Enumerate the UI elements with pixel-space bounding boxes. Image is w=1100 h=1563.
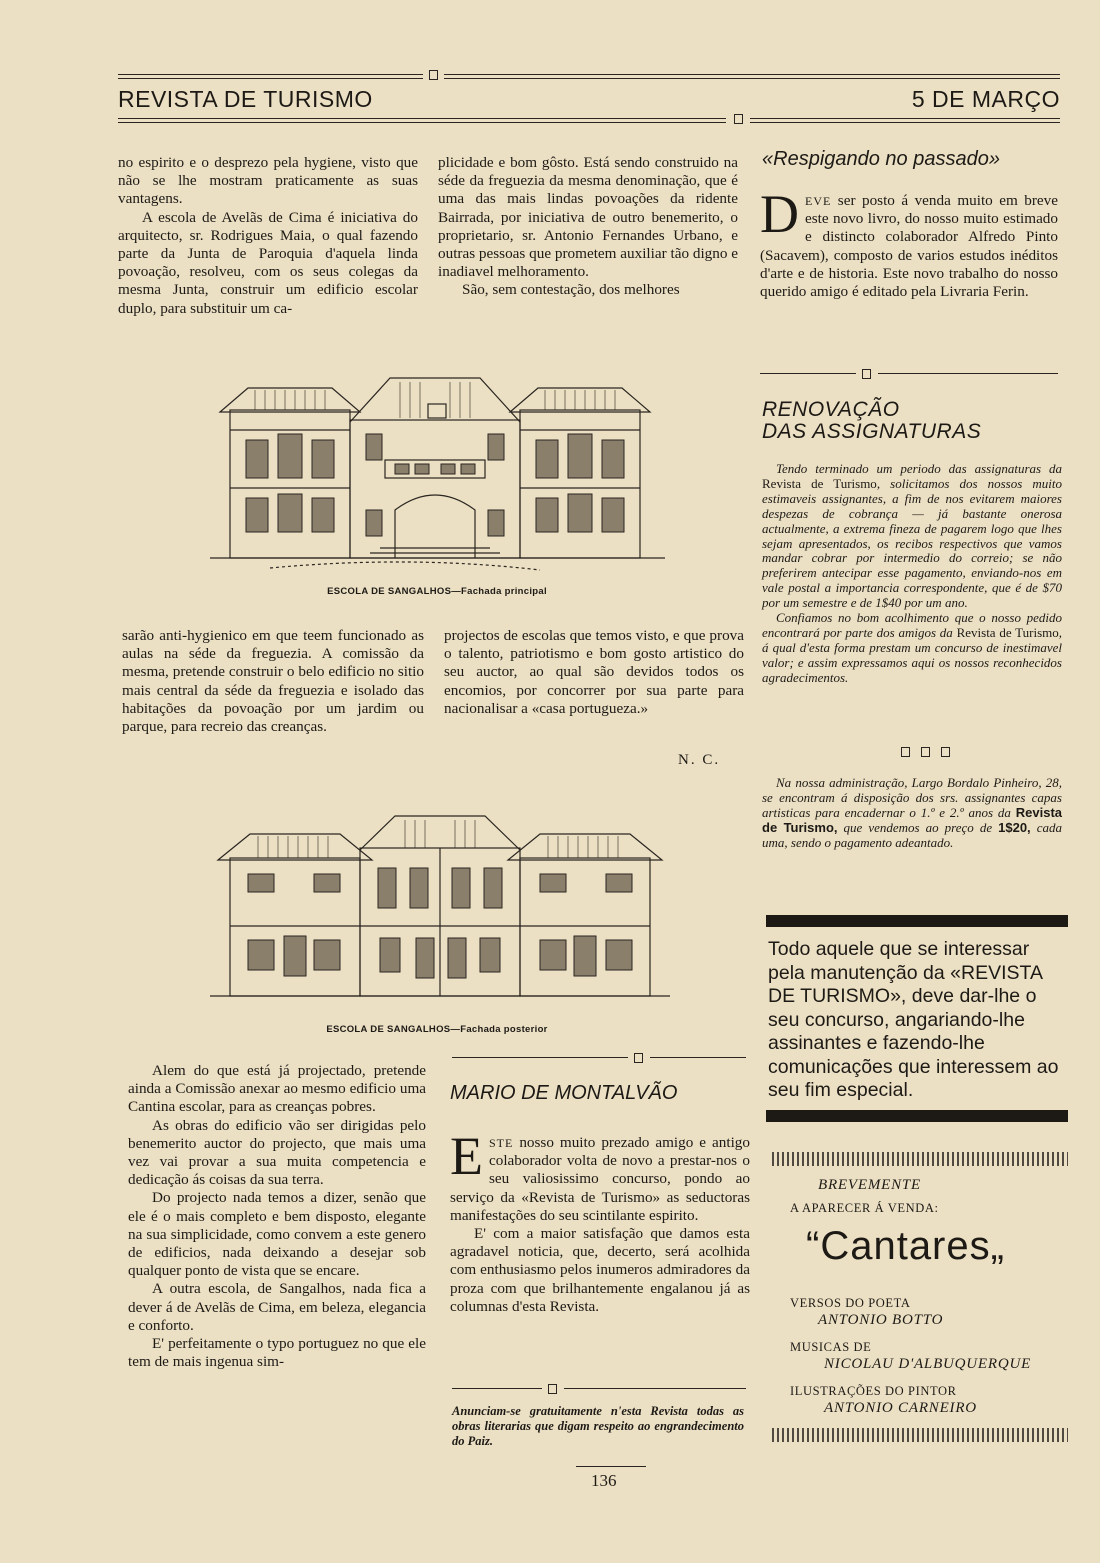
section-rule	[452, 1057, 628, 1058]
ornament-square-icon	[862, 369, 871, 379]
ornament-square-icon	[548, 1384, 557, 1394]
text: Na nossa administração, Largo Bordalo Pinheiro, 28, se encontram á disposição dos srs. assignantes capas artisticas para encadernar o 1.º e 2.º anos da	[762, 775, 1062, 820]
montalvao-title: MARIO DE MONTALVÃO	[450, 1082, 678, 1104]
article-col1-top	[118, 154, 418, 318]
author-initials: N. C.	[678, 752, 721, 768]
text: , á qual d'esta forma prestam um concurso de inestimavel valor; e assim expressamos aqui os nossos reconhecidos agradecimentos.	[762, 624, 1063, 685]
ornament-square-icon	[634, 1053, 643, 1063]
figure-caption-principal: ESCOLA DE SANGALHOS—Fachada principal	[327, 586, 547, 597]
montalvao-article	[450, 1126, 750, 1316]
renovacao-article	[762, 462, 1062, 686]
text: cada uma, sendo o pagamento adeantado.	[762, 819, 1062, 850]
footer-rule	[576, 1466, 646, 1467]
header-rule-right	[444, 74, 1060, 79]
ornament-square-icon	[429, 70, 438, 80]
lead-word: EVE	[805, 194, 832, 208]
brevemente: BREVEMENTE	[818, 1177, 921, 1193]
black-bar	[766, 915, 1068, 927]
ornamental-border-top	[772, 1152, 1068, 1166]
paragraph: As obras do edificio vão ser dirigidas pelo benemerito auctor do projecto, que mais uma vez vai provar a sua muita competencia e dedicação ás coisas da sua terra.	[128, 1116, 426, 1189]
musicas-name: NICOLAU D'ALBUQUERQUE	[824, 1356, 1032, 1372]
paragraph: ser posto á venda muito em breve este novo livro, do nosso muito estimado e distincto colaborador Alfredo Pinto (Sacavem), composto de varios estudos inéditos d'arte e de historia. Este novo trabalho do nosso querido amigo é editado pela Livraria Ferin.	[760, 192, 1058, 301]
article-col2-top	[438, 154, 738, 300]
paragraph: no espirito e o desprezo pela hygiene, visto que não se lhe mostram praticamente as suas vantagens.	[118, 154, 418, 208]
section-rule	[878, 373, 1058, 374]
text: Confiamos no bom acolhimento que o nosso pedido encontrará por parte dos amigos da	[762, 610, 1062, 640]
brand-name: Revista de Turismo	[956, 624, 1059, 640]
text: , solicitamos dos nossos muito estimaveis assignantes, a fim de nos evitarem maiores despezas de cobrança — já bastante onerosa actualmente, a extrema fineza de pagarem logo que lhes sejam apresentados, os recibos respectivos que vamos mandar cobrar por intermedio do correio; se não preferirem antecipar esse pagamento, enviando-nos em vale postal a importancia correspondente, que é de $70 por um semestre e de 1$40 por um ano.	[762, 475, 1062, 611]
paragraph: São, sem contestação, dos melhores	[462, 281, 680, 299]
ornament-square-icon	[921, 747, 930, 757]
black-bar	[766, 1110, 1068, 1122]
versos-label: VERSOS DO POETA	[790, 1296, 911, 1310]
anunciam-notice: Anunciam-se gratuitamente n'esta Revista todas as obras literarias que digam respeito ao engrandecimento do Paiz.	[452, 1404, 744, 1448]
section-rule	[650, 1057, 746, 1058]
ornament-square-icon	[941, 747, 950, 757]
musicas-label: MUSICAS DE	[790, 1340, 872, 1354]
ornament-square-icon	[734, 114, 743, 124]
price: 1$20,	[998, 819, 1031, 835]
article-col1-mid	[122, 627, 424, 736]
brand-name: Revista de Turismo,	[762, 804, 1062, 835]
renovacao-title-2: DAS ASSIGNATURAS	[762, 420, 982, 443]
paragraph: Alem do que está já projectado, pretende ainda a Comissão anexar ao mesmo edificio uma Cantina escolar, para as creanças pobres.	[128, 1062, 426, 1116]
paragraph: E' com a maior satisfação que damos esta agradavel noticia, que, decerto, será acolhida com enthusiasmo pelos inumeros admiradores da proza com que brilhantemente engalanou já as columnas d'esta Revista.	[450, 1225, 750, 1315]
brand-name: Revista de Turismo	[762, 475, 877, 491]
drop-cap: D	[760, 184, 799, 244]
paragraph: sarão anti-hygienico em que teem funcionado as aulas na séde da freguezia. A comissão da mesma, pretende construir o belo edificio no sitio mais central da séde da freguezia e isolado das habitações da povoação por um jardim ou parque, para recreio das creanças.	[122, 627, 424, 736]
text: Tendo terminado um periodo das assignaturas da	[776, 461, 1062, 476]
drop-cap: E	[450, 1126, 483, 1186]
book-title: “Cantares„	[806, 1224, 1005, 1268]
administracao-notice	[762, 776, 1062, 851]
paragraph: projectos de escolas que temos visto, e que prova o talento, patriotismo e bom gosto artistico do seu auctor, ao qual são devidos todos os encomios, por concorrer por sua parte para nacionalisar a «casa portugueza.»	[444, 627, 744, 717]
ornamental-border-bottom	[772, 1428, 1068, 1442]
paragraph: A escola de Avelãs de Cima é iniciativa do arquitecto, sr. Rodrigues Maia, o qual fazendo parte da Junta de Paroquia d'aquela linda povoação, resolveu, com os seus colegas da mesma Junta, construir um edificio escolar duplo, para substituir um ca-	[118, 208, 418, 317]
header-rule-lower-right	[750, 118, 1060, 123]
respigando-article	[760, 184, 1058, 301]
school-facade-principal-drawing	[210, 370, 665, 580]
article-col1-bottom	[128, 1062, 426, 1371]
support-notice: Todo aquele que se interessar pela manutenção da «REVISTA DE TURISMO», deve dar-lhe o seu concurso, angariando-lhe assinantes e fazendo-lhe comunicações que interessem ao seu fim especial.	[768, 938, 1059, 1101]
paragraph: A outra escola, de Sangalhos, nada fica a dever á de Avelãs de Cima, em beleza, elegancia e conforto.	[128, 1280, 426, 1334]
section-rule	[564, 1388, 746, 1389]
text: que vendemos ao preço de	[837, 819, 999, 835]
header-rule-lower-left	[118, 118, 726, 123]
renovacao-title-1: RENOVAÇÃO	[762, 398, 900, 421]
header-rule-left	[118, 74, 423, 79]
paragraph: nosso muito prezado amigo e antigo colaborador volta de novo a prestar-nos o seu valiosissimo concurso, pondo ao serviço da «Revista de Turismo» as seductoras manifestações do seu scintilante espirito.	[450, 1134, 750, 1224]
ornament-square-icon	[901, 747, 910, 757]
paragraph: Do projecto nada temos a dizer, senão que ele é o mais completo e bem disposto, elegante na sua simplicidade, como convem a este genero de edificios, nada deixando a desejar sob qualquer ponto de vista que se encare.	[128, 1189, 426, 1280]
respigando-title: «Respigando no passado»	[762, 148, 1000, 170]
lead-word: STE	[489, 1136, 514, 1150]
section-rule	[452, 1388, 542, 1389]
school-facade-posterior-drawing	[210, 808, 670, 1003]
article-col2-mid	[444, 627, 744, 718]
ilus-name: ANTONIO CARNEIRO	[824, 1400, 977, 1416]
running-title: REVISTA DE TURISMO	[118, 86, 373, 112]
figure-caption-posterior: ESCOLA DE SANGALHOS—Fachada posterior	[326, 1024, 548, 1035]
section-rule	[760, 373, 856, 374]
issue-date: 5 DE MARÇO	[911, 86, 1060, 112]
paragraph: plicidade e bom gôsto. Está sendo construido na séde da freguezia da mesma denominação, que é uma das mais lindas povoações da ridente Bairrada, por iniciativa de outro benemerito, o proprietario, sr. Antonio Fernandes Urbano, e outras pessoas que prometem auxiliar tão digno e inadiavel melhoramento.	[438, 154, 738, 281]
aparecer-label: A APARECER Á VENDA:	[790, 1201, 939, 1215]
page-number: 136	[591, 1471, 617, 1490]
ilus-label: ILUSTRAÇÕES DO PINTOR	[790, 1384, 957, 1398]
versos-name: ANTONIO BOTTO	[818, 1312, 944, 1328]
paragraph: E' perfeitamente o typo portuguez no que ele tem de mais ingenua sim-	[128, 1335, 426, 1371]
